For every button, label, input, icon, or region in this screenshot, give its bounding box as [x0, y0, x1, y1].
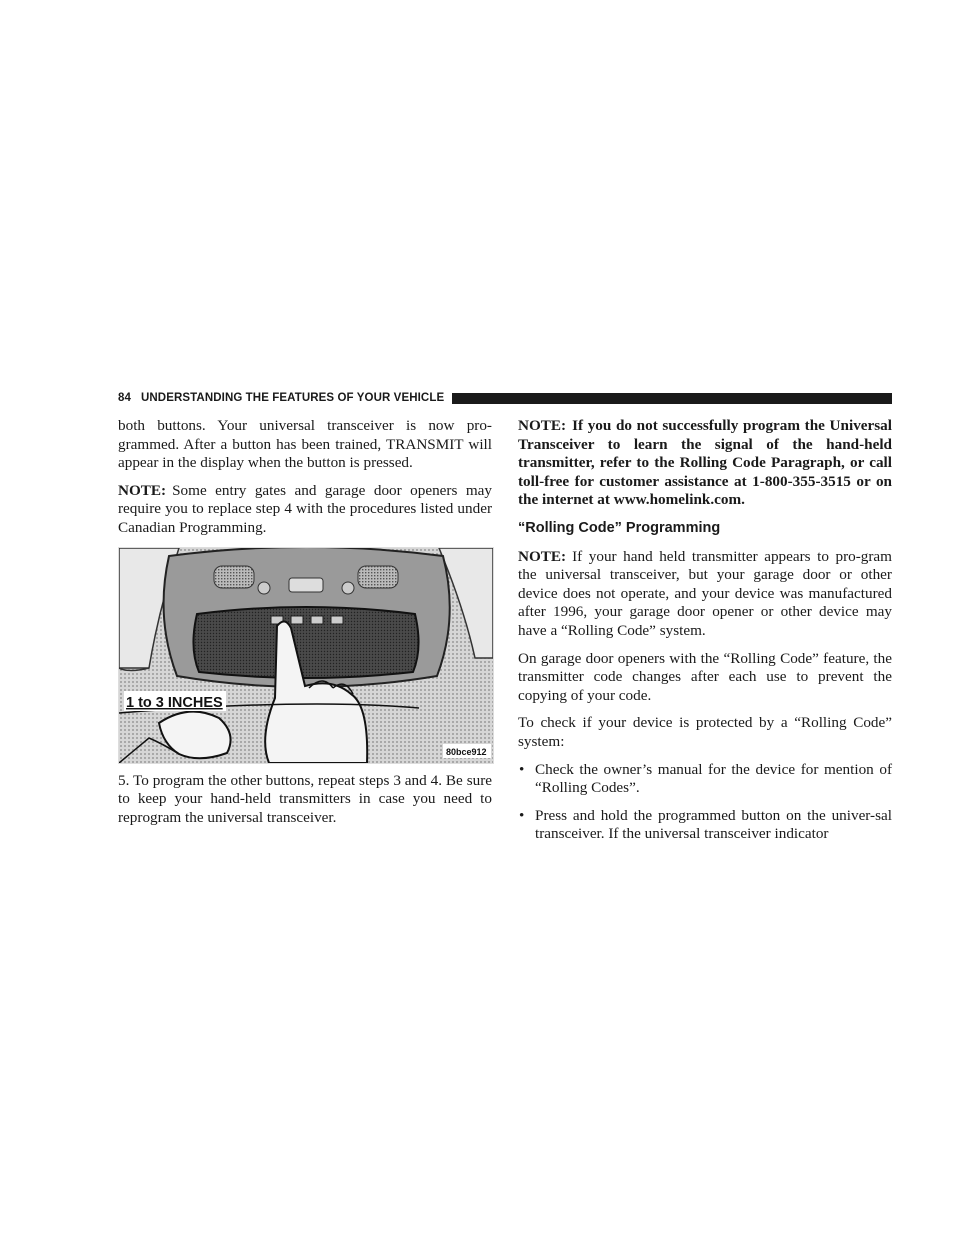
- figure-label: 1 to 3 INCHES: [126, 694, 223, 711]
- list-item-text: Check the owner’s manual for the device for mention of “Rolling Codes”.: [535, 760, 892, 797]
- note-label: NOTE:: [518, 547, 567, 565]
- list-item: [518, 761, 892, 798]
- paragraph-rolling-feature: On garage door openers with the “Rolling Code” feature, the transmitter code changes after each use to prevent the copying of your code.: [518, 649, 892, 704]
- note-label: NOTE:: [518, 417, 567, 434]
- right-column: [518, 417, 892, 853]
- page-number: 84: [118, 392, 131, 404]
- section-title: UNDERSTANDING THE FEATURES OF YOUR VEHICLE: [141, 392, 445, 404]
- note-label: NOTE:: [118, 481, 167, 499]
- rolling-code-heading: “Rolling Code” Programming: [518, 519, 721, 536]
- list-item-text: Press and hold the programmed button on the univer-sal transceiver. If the universal transceiver indicator: [535, 806, 892, 843]
- paragraph-check: To check if your device is protected by a “Rolling Code” system:: [518, 714, 892, 750]
- transceiver-illustration: [118, 547, 494, 764]
- note-text: If your hand held transmitter appears to pro-gram the universal transceiver, but your garage door or other device does not operate, and your device was manufactured after 1996, your garage door opener or other device may have a “Rolling Code” system.: [518, 547, 892, 639]
- paragraph-programmed: both buttons. Your universal transceiver is now pro-grammed. After a button has been trained, TRANSMIT will appear in the display when the button is pressed.: [118, 417, 492, 472]
- note-text: Some entry gates and garage door openers may require you to replace step 4 with the procedures listed under Canadian Programming.: [118, 481, 492, 536]
- bullet-icon: •: [519, 806, 525, 824]
- note-rolling-code: [518, 548, 892, 641]
- note-entry-gates: [118, 482, 492, 538]
- check-list: [518, 761, 892, 844]
- page-header: [118, 389, 892, 407]
- header-rule: [452, 393, 892, 404]
- bullet-icon: •: [519, 760, 525, 778]
- left-column: [118, 417, 492, 836]
- figure-code: 80bce912: [446, 746, 487, 757]
- list-item: [518, 807, 892, 844]
- note-unsuccessful-program: [518, 417, 892, 510]
- note-text: If you do not successfully program the Universal Transceiver to learn the signal of the hand-held transmitter, refer to the Rolling Code Paragraph, or call toll-free for customer assistance at 1-800-355-3515 or on the internet at www.homelink.com.: [518, 417, 892, 509]
- step-5: 5. To program the other buttons, repeat steps 3 and 4. Be sure to keep your hand-held transmitters in case you need to reprogram the universal transceiver.: [118, 771, 492, 826]
